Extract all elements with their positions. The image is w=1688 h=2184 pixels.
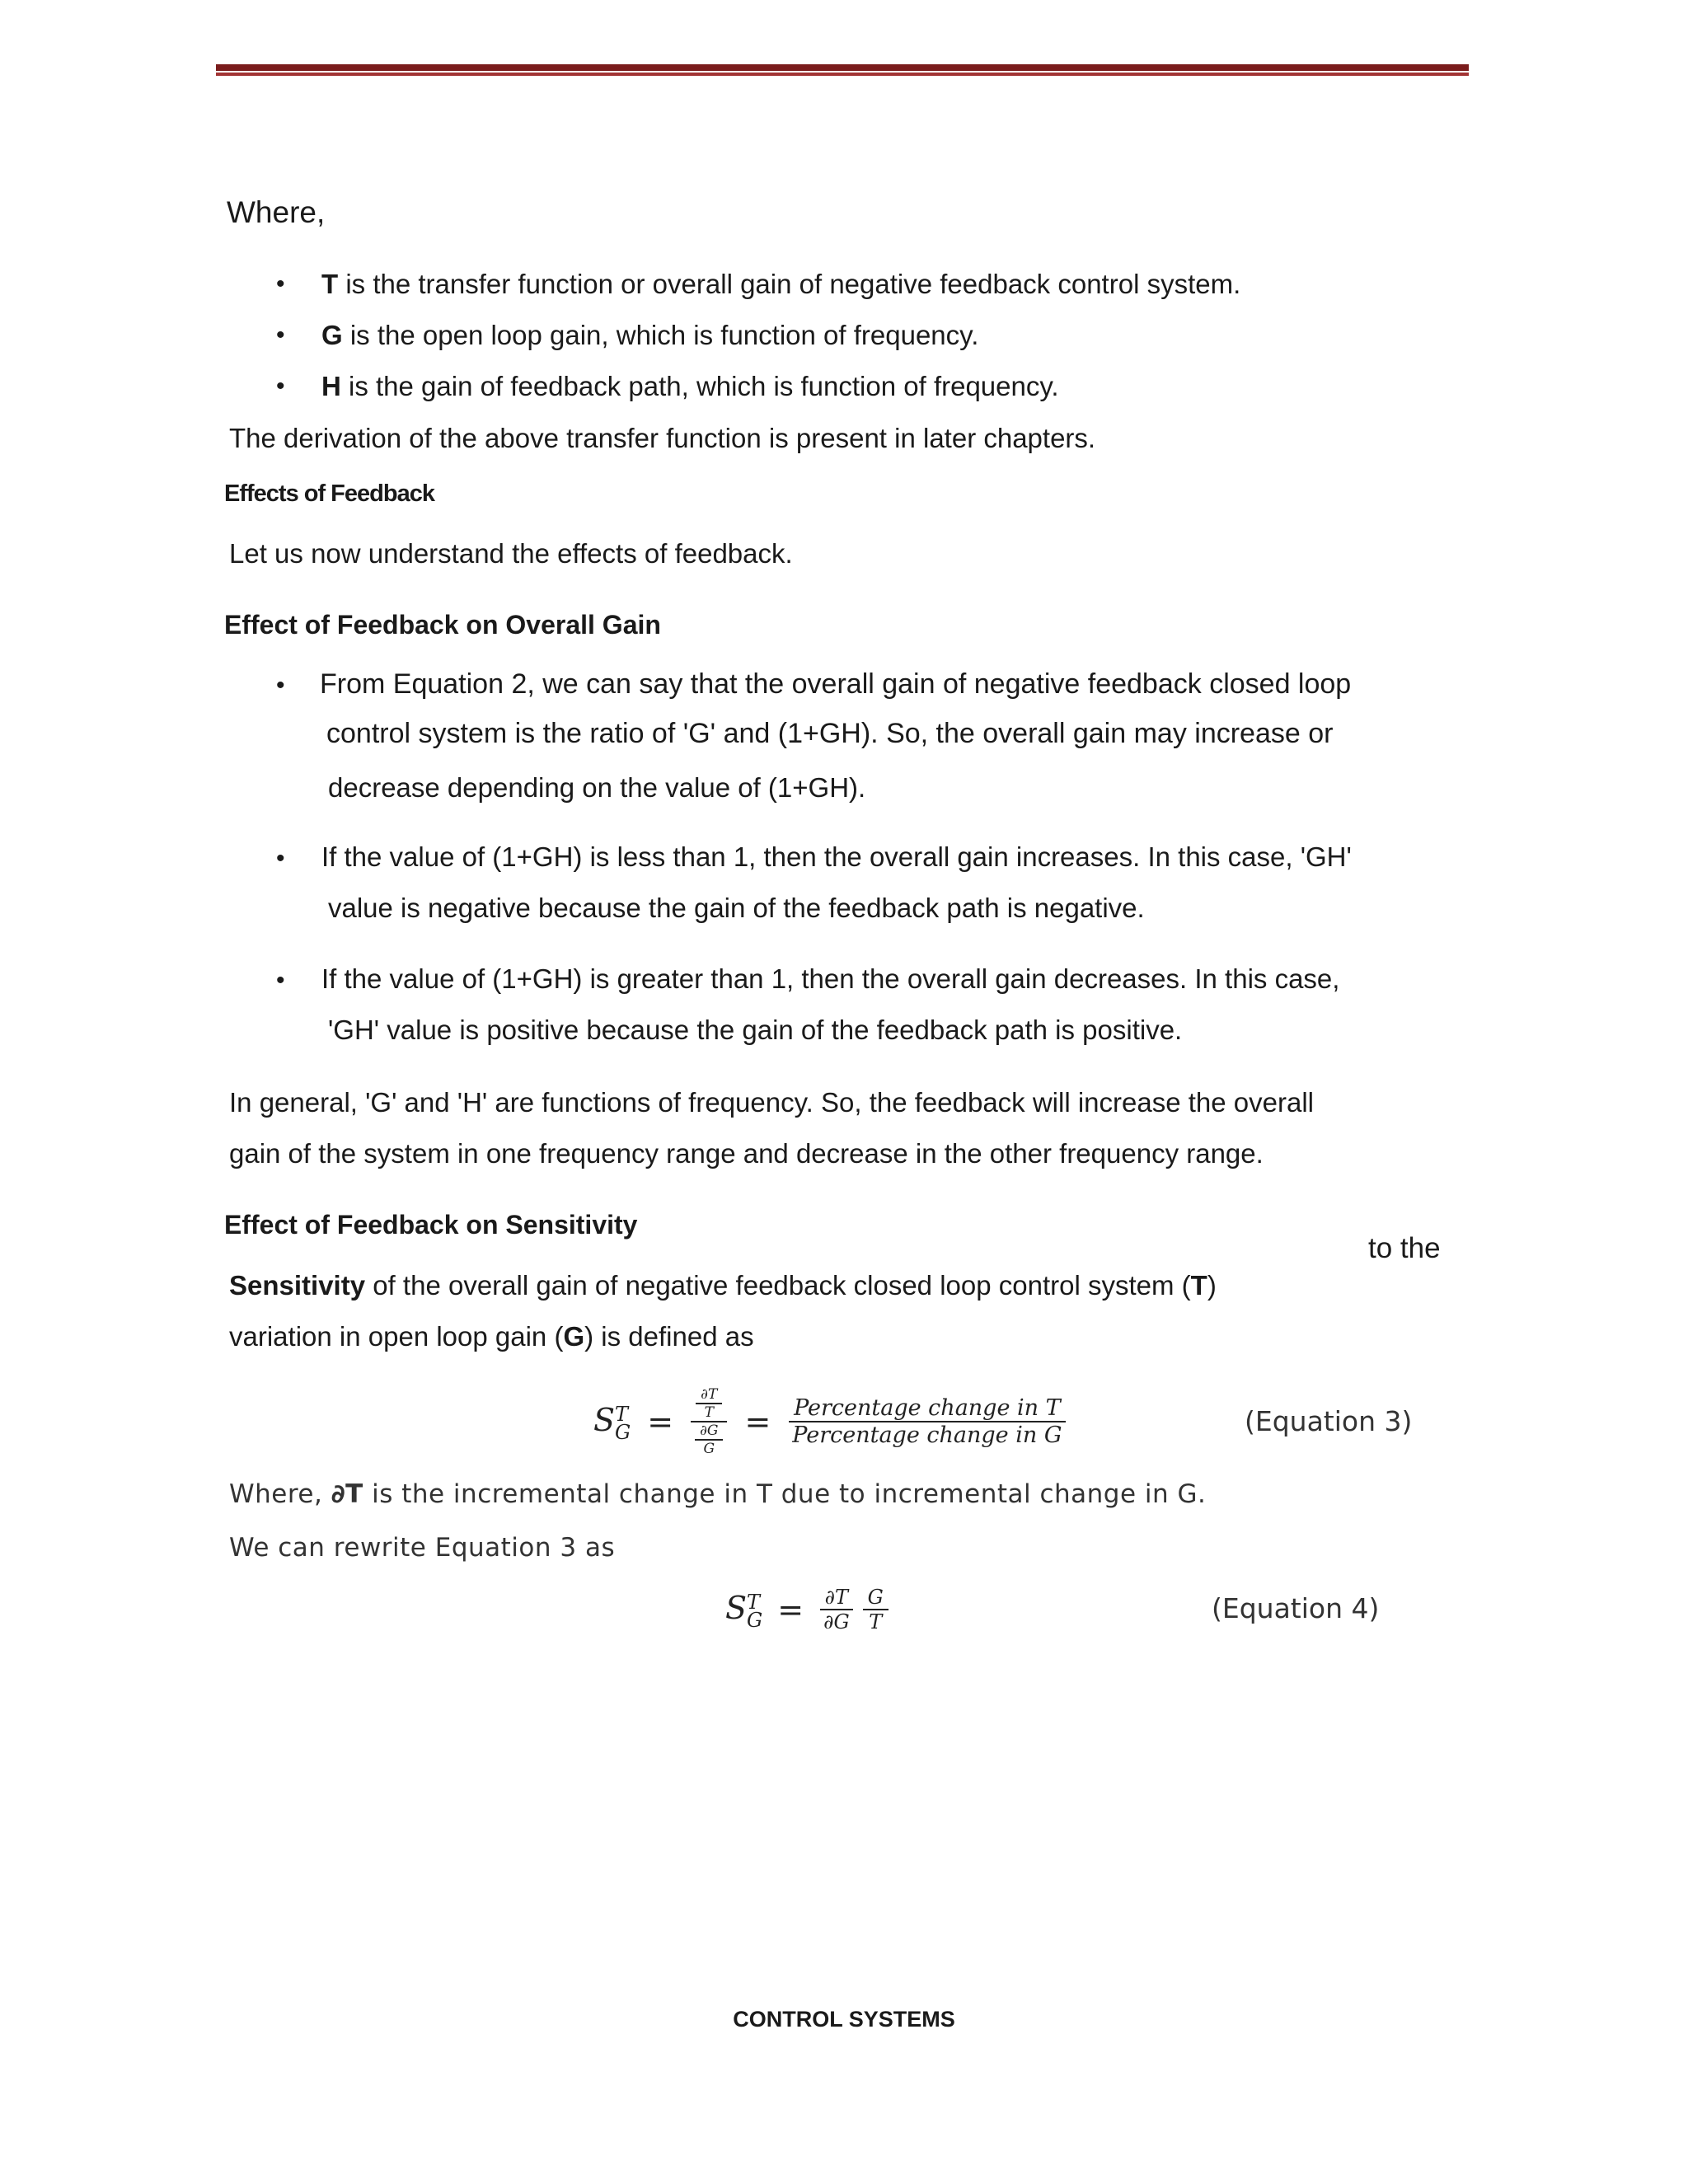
- section-title: Effects of Feedback: [224, 480, 434, 507]
- gain-ratio: $\frac{G}{T}$: [863, 1586, 889, 1633]
- where-dt-text: Where, ∂T is the incremental change in T due to incremental change in G.: [229, 1479, 1207, 1509]
- partial-derivative: $\frac{\partial T}{\partial G}$: [818, 1586, 855, 1633]
- definition-item: T is the transfer function or overall gain of negative feedback control system.: [321, 269, 1241, 299]
- rewrite-text: We can rewrite Equation 3 as: [229, 1533, 616, 1563]
- sensitivity-to-the: to the: [1368, 1232, 1441, 1264]
- gain-bullet-line: 'GH' value is positive because the gain of the feedback path is positive.: [328, 1015, 1183, 1045]
- definition-item: G is the open loop gain, which is function of frequency.: [321, 320, 979, 350]
- bullet-icon: •: [276, 270, 285, 298]
- bullet-icon: •: [276, 321, 285, 349]
- gain-bullet-line: From Equation 2, we can say that the overall gain of negative feedback closed loop: [320, 668, 1352, 700]
- bullet-icon: •: [276, 373, 285, 400]
- page-footer: CONTROL SYSTEMS: [733, 2007, 955, 2032]
- header-rule-thin: [216, 73, 1469, 76]
- gain-bullet-line: control system is the ratio of 'G' and (1+GH). So, the overall gain may increase or: [326, 718, 1334, 749]
- gain-heading: Effect of Feedback on Overall Gain: [224, 610, 661, 640]
- sensitivity-heading: Effect of Feedback on Sensitivity: [224, 1210, 638, 1240]
- bullet-icon: •: [276, 672, 285, 699]
- header-rule: [216, 64, 1469, 71]
- equation-4-label: (Equation 4): [1212, 1592, 1380, 1624]
- intro-text: Let us now understand the effects of feedback.: [229, 538, 793, 569]
- equation-3: S T G = $\frac{\frac{\partial T}{T}}{\frac{\partial G}{G}}$ = $\frac{\text{Percentage change in T}}{\text{Percentage change in G}}$: [593, 1380, 1067, 1463]
- sensitivity-symbol: S T G: [725, 1590, 763, 1632]
- equation-3-label: (Equation 3): [1245, 1405, 1413, 1437]
- sensitivity-symbol: S T G: [593, 1402, 631, 1444]
- gain-bullet-line: If the value of (1+GH) is greater than 1, then the overall gain decreases. In this case,: [321, 963, 1340, 994]
- general-para-line: In general, 'G' and 'H' are functions of frequency. So, the feedback will increase the overall: [229, 1087, 1314, 1118]
- sensitivity-line1: Sensitivity of the overall gain of negative feedback closed loop control system (T): [229, 1270, 1217, 1301]
- sensitivity-line2: variation in open loop gain (G) is defined as: [229, 1321, 754, 1352]
- definition-item: H is the gain of feedback path, which is function of frequency.: [321, 371, 1059, 401]
- gain-bullet-line: If the value of (1+GH) is less than 1, then the overall gain increases. In this case, 'GH': [321, 841, 1352, 872]
- general-para-line: gain of the system in one frequency range and decrease in the other frequency range.: [229, 1138, 1264, 1169]
- where-label: Where,: [227, 195, 326, 229]
- gain-bullet-line: value is negative because the gain of the feedback path is negative.: [328, 893, 1145, 923]
- percentage-ratio: $\frac{\text{Percentage change in T}}{\text{Percentage change in G}}$: [787, 1395, 1067, 1448]
- bullet-icon: •: [276, 845, 285, 872]
- derivative-ratio: $\frac{\frac{\partial T}{T}}{\frac{\partial G}{G}}$: [690, 1386, 728, 1457]
- equation-4: S T G = $\frac{\partial T}{\partial G}$ $\frac{G}{T}$: [725, 1581, 889, 1638]
- derivation-note: The derivation of the above transfer function is present in later chapters.: [229, 423, 1096, 453]
- gain-bullet-line: decrease depending on the value of (1+GH).: [328, 772, 866, 803]
- bullet-icon: •: [276, 967, 285, 994]
